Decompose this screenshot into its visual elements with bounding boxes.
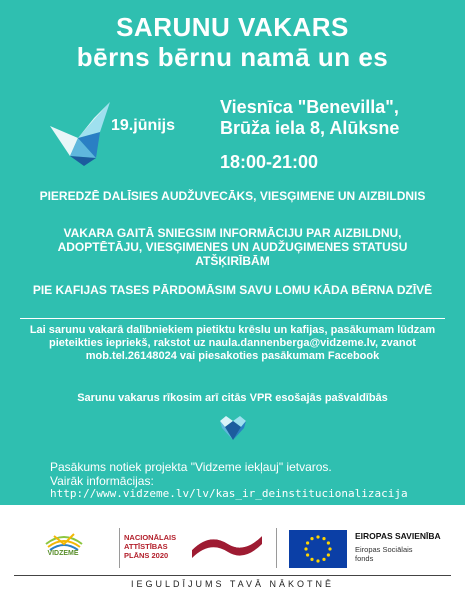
eu-star xyxy=(327,553,330,556)
eu-star xyxy=(316,559,319,562)
latvia-flag-ribbon xyxy=(192,530,262,562)
vidzeme-logo xyxy=(38,528,90,566)
registration-text: Lai sarunu vakarā dalībniekiem pietiktu krēslu un kafijas, pasākumam lūdzam pieteikties iepriekš, rakstot uz naula.dannenberga@vidzeme.lv, zvanot mob.tel.26148024 vai piesakoties pasākumam Facebook xyxy=(29,324,436,362)
other-municipalities-text: Sarunu vakarus rīkosim arī citās VPR esošajās pašvaldībās xyxy=(77,392,388,404)
eu-flag xyxy=(289,530,347,568)
eu-star xyxy=(304,547,307,550)
divider xyxy=(20,318,445,319)
project-info: Pasākums notiek projekta "Vidzeme iekļauj" ietvaros. xyxy=(50,460,332,474)
venue-address: Brūža iela 8, Alūksne xyxy=(220,118,400,138)
eu-fund-text xyxy=(355,545,413,563)
reflection-text: PIE KAFIJAS TASES PĀRDOMĀSIM SAVU LOMU KĀDA BĒRNA DZĪVĒ xyxy=(32,283,433,297)
footer-divider xyxy=(14,575,451,576)
poster-subtitle: bērns bērnu namā un es xyxy=(76,42,389,72)
eu-star xyxy=(306,553,309,556)
nap-line-3: PLĀNS 2020 xyxy=(124,551,169,560)
nap-line-1: NACIONĀLAIS xyxy=(124,533,177,542)
eu-star xyxy=(310,537,313,540)
eu-star xyxy=(310,558,313,561)
eu-title: EIROPAS SAVIENĪBA xyxy=(355,531,441,541)
venue-name: Viesnīca "Benevilla", xyxy=(220,97,399,117)
eu-star xyxy=(306,541,309,544)
origami-heart-icon xyxy=(219,414,247,442)
nap-logo-text xyxy=(124,533,176,560)
poster-title: SARUNU VAKARS xyxy=(116,12,349,42)
nap-line-2: ATTĪSTĪBAS xyxy=(124,542,168,551)
footer-tagline: IEGULDĪJUMS TAVĀ NĀKOTNĒ xyxy=(130,579,335,589)
more-info-label: Vairāk informācijas: xyxy=(50,474,154,488)
vidzeme-logo-text: VIDZEME xyxy=(47,550,79,557)
eu-star xyxy=(322,558,325,561)
eu-fund-line-2: fonds xyxy=(355,554,374,563)
eu-star xyxy=(316,535,319,538)
more-info-link[interactable]: http://www.vidzeme.lv/lv/kas_ir_deinstitucionalizacija xyxy=(50,487,408,500)
experience-text: PIEREDZĒ DALĪSIES AUDŽUVECĀKS, VIESĢIMENE UN AIZBILDNIS xyxy=(39,189,426,203)
information-text: VAKARA GAITĀ SNIEGSIM INFORMĀCIJU PAR AIZBILDNU, ADOPTĒTĀJU, VIESĢIMENES UN AUDŽUĢIMENES STATUSU ATŠĶIRĪBĀM xyxy=(57,226,408,268)
event-time: 18:00-21:00 xyxy=(220,152,319,172)
logo-separator xyxy=(276,528,277,568)
origami-bird-icon xyxy=(48,98,118,168)
eu-fund-line-1: Eiropas Sociālais xyxy=(355,545,413,554)
logo-separator xyxy=(119,528,120,568)
eu-star xyxy=(328,547,331,550)
eu-star xyxy=(327,541,330,544)
eu-star xyxy=(322,537,325,540)
event-date: 19.jūnijs xyxy=(111,117,176,134)
